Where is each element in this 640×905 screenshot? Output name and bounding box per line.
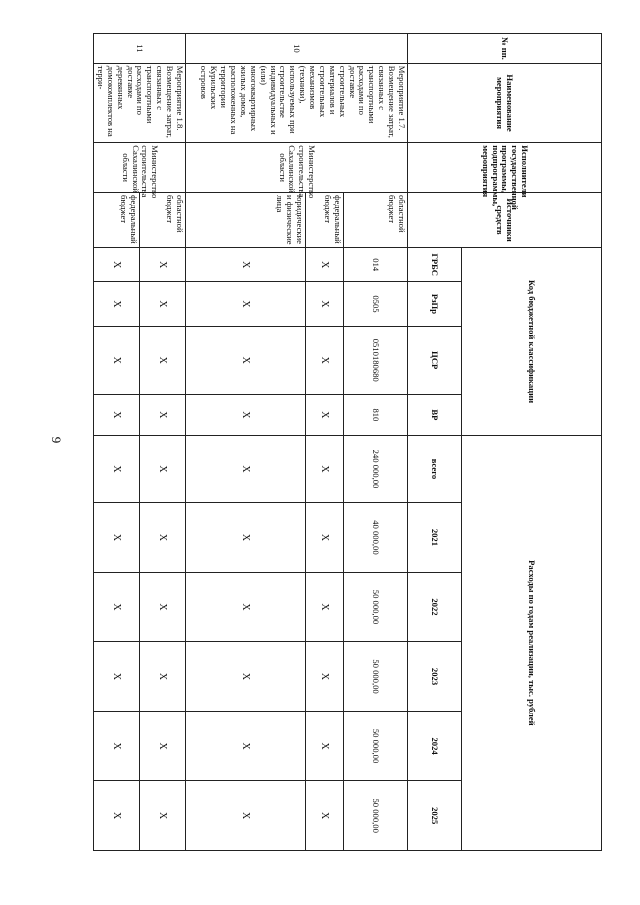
header-year-2024: 2024 — [408, 711, 462, 781]
cell-total: X — [306, 435, 344, 502]
header-total: всего — [408, 435, 462, 502]
cell-source: федеральный бюджет — [306, 192, 344, 247]
cell-2025: X — [140, 781, 186, 851]
row-name: Мероприятие 1.7. Возмещение затрат, связанных с транспортными расходами по доставке строительных материалов и строительных механизмов (техники), используемых при строительстве индивидуальных и (или) многоквартирных жилых домов, расположенных на территории Курильских островов — [186, 63, 408, 142]
cell-2022: X — [186, 572, 306, 642]
table-row — [140, 34, 186, 851]
cell-2024: X — [140, 711, 186, 781]
cell-vr: X — [140, 394, 186, 435]
cell-2022: 50 000,00 — [344, 572, 408, 642]
cell-rzpr: X — [140, 282, 186, 326]
table-container — [96, 33, 602, 851]
cell-grbs: X — [186, 248, 306, 282]
cell-2021: X — [94, 503, 140, 573]
cell-grbs: X — [306, 248, 344, 282]
cell-2023: 50 000,00 — [344, 642, 408, 712]
cell-source: федеральный бюджет — [94, 192, 140, 247]
header-csr: ЦСР — [408, 326, 462, 394]
cell-grbs: X — [140, 248, 186, 282]
cell-csr: X — [94, 326, 140, 394]
cell-total: X — [94, 435, 140, 502]
cell-2021: X — [306, 503, 344, 573]
cell-rzpr: X — [186, 282, 306, 326]
cell-vr: 810 — [344, 394, 408, 435]
row-num: 10 — [186, 34, 408, 64]
cell-total: X — [140, 435, 186, 502]
header-year-2025: 2025 — [408, 781, 462, 851]
cell-csr: 0510180680 — [344, 326, 408, 394]
cell-2022: X — [94, 572, 140, 642]
header-year-2023: 2023 — [408, 642, 462, 712]
header-expenses: Расходы по годам реализации, тыс. рублей — [462, 435, 602, 850]
header-name: Наименование мероприятия — [408, 63, 602, 142]
cell-vr: X — [94, 394, 140, 435]
cell-2024: X — [306, 711, 344, 781]
table-row — [344, 34, 408, 851]
page-number: 9 — [49, 436, 64, 444]
cell-rzpr: 0505 — [344, 282, 408, 326]
cell-rzpr: X — [94, 282, 140, 326]
cell-2024: 50 000,00 — [344, 711, 408, 781]
header-rzpr: РзПр — [408, 282, 462, 326]
cell-grbs: X — [94, 248, 140, 282]
budget-table — [93, 33, 602, 851]
rotated-table-frame — [96, 33, 602, 851]
cell-2025: X — [306, 781, 344, 851]
row-num: 11 — [94, 34, 186, 64]
cell-2023: X — [94, 642, 140, 712]
header-year-2022: 2022 — [408, 572, 462, 642]
cell-2021: 40 000,00 — [344, 503, 408, 573]
cell-vr: X — [306, 394, 344, 435]
row-executor: Министерство строительства Сахалинской области — [94, 143, 186, 193]
cell-csr: X — [140, 326, 186, 394]
header-vr: ВР — [408, 394, 462, 435]
cell-vr: X — [186, 394, 306, 435]
row-name: Мероприятие 1.8. Возмещение затрат, связанных с транспортными расходами по доставке деревянных домокомплектов на терри- — [94, 63, 186, 142]
cell-2025: X — [186, 781, 306, 851]
cell-source: юридические и физические лица — [186, 192, 306, 247]
cell-2022: X — [140, 572, 186, 642]
cell-total: X — [186, 435, 306, 502]
cell-2022: X — [306, 572, 344, 642]
header-source: Источники средств — [408, 192, 602, 247]
cell-total: 240 000,00 — [344, 435, 408, 502]
header-num: № пп. — [408, 34, 602, 64]
cell-2025: 50 000,00 — [344, 781, 408, 851]
cell-source: областной бюджет — [140, 192, 186, 247]
cell-2025: X — [94, 781, 140, 851]
header-budget-code: Код бюджетной классификации — [462, 248, 602, 436]
cell-csr: X — [186, 326, 306, 394]
cell-2021: X — [186, 503, 306, 573]
cell-rzpr: X — [306, 282, 344, 326]
header-year-2021: 2021 — [408, 503, 462, 573]
cell-2024: X — [186, 711, 306, 781]
cell-grbs: 014 — [344, 248, 408, 282]
cell-csr: X — [306, 326, 344, 394]
cell-2023: X — [140, 642, 186, 712]
cell-2023: X — [306, 642, 344, 712]
cell-source: областной бюджет — [344, 192, 408, 247]
header-grbs: ГРБС — [408, 248, 462, 282]
row-executor: Министерство строительства Сахалинской области — [186, 143, 408, 193]
cell-2021: X — [140, 503, 186, 573]
cell-2023: X — [186, 642, 306, 712]
header-executor: Исполнители государственной программы, подпрограммы, мероприятия — [408, 143, 602, 193]
cell-2024: X — [94, 711, 140, 781]
